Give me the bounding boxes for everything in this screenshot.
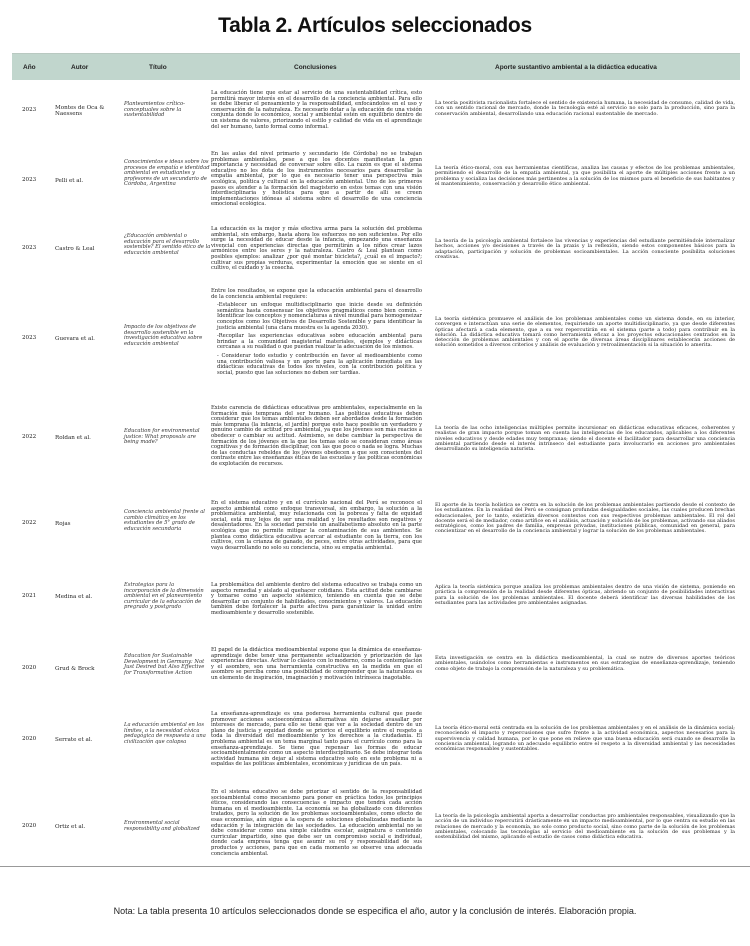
- conclusion-paragraph: La problemática del ambiente dentro del sistema educativo se trabaja como un aspecto remedial y aislado al quehacer cotidiano. Esta actitud debe cambiarse y tomarse como un aspecto sistémico, teniendo en cuenta que se debe desarrollar un conjunto de habilidades, conocimientos y valores. La educación también debe fortalecer la parte afectiva para garantizar la unidad entre medioambiente y desarrollo sostenible.: [211, 582, 422, 616]
- cell-year: 2021: [22, 593, 37, 599]
- cell-year: 2020: [22, 665, 37, 671]
- cell-year: 2020: [22, 736, 37, 742]
- cell-year: 2020: [22, 823, 37, 829]
- cell-title: Planteamientos crítico-conceptuales sobre la sustentabilidad: [124, 101, 185, 119]
- cell-conclusions: [211, 583, 422, 620]
- cell-author: Medina et al.: [55, 594, 93, 600]
- column-header-year: Año: [23, 63, 36, 71]
- conclusion-paragraph: La educación es la mejor y más efectiva arma para la solución del problema ambiental, sin embargo, hasta ahora los esfuerzos no son suficientes. Por ello surge la necesidad de educar desde la infancia, empezando una enseñanza vivencial con experiencias directas que permitirán a los niños crear lazos armónicos entre los seres y la naturaleza. Castro & Leal plantean como posibles ejemplos: analizar ¿por qué montar bicicleta?, ¿cuál es el impacto?; cultivar sus propias verduras, experimentar la emoción que se siente en el cultivo, el cuidado y la cosecha.: [211, 226, 422, 272]
- table-note: Nota: La tabla presenta 10 artículos seleccionados donde se especifica el año, autor y la conclusión de interés. Elaboración propia.: [113, 906, 637, 916]
- conclusion-paragraph: La enseñanza-aprendizaje es una poderosa herramienta cultural que puede promover acciones socioeconómicas alternativas sin dejarse avasallar por intereses de mercado, para ello se tiene que ver a la sociedad dentro de un plano de justicia y equidad donde se priorice el equilibrio entre el respeto a toda la diversidad del medioambiente y los derechos a la ciudadanía. El problema ambiental es un tema marginal tanto para el currículo como para la enseñanza-aprendizaje. Se tiene que repensar las formas de educar socioambientalmente como un aspecto interdisciplinario. Se debe integrar toda actividad humana sin dejar al sistema educativo solo en este problema ni a espaldas de las políticas ambientales, económicas y jurídicas de un país.: [211, 711, 422, 768]
- cell-conclusions: [211, 152, 422, 211]
- cell-conclusions: [211, 501, 422, 554]
- cell-title: Impacto de los objetivos de desarrollo sostenible en la investigación educativa sobre educación ambiental: [124, 324, 203, 347]
- table-row: [12, 91, 740, 136]
- cell-year: 2023: [22, 107, 37, 113]
- cell-author: Grud & Brock: [55, 666, 95, 672]
- cell-title: La educación ambiental en los límites, o la necesidad cívica pedagógica de respuesta a una civilización que colapsa: [124, 722, 206, 745]
- table-header: [12, 53, 740, 80]
- table-row: [12, 227, 740, 282]
- table-row: [12, 152, 740, 222]
- table-row: [12, 501, 740, 566]
- cell-aporte: La teoría de la psicología ambiental fortalece las vivencias y experiencias del estudiante permitiéndole internalizar hechos, acciones y/o decisiones a través de la praxis y la reflexión, siendo estos componentes básicos para la adaptación, participación y solución de problemas socioambientales. La acción consciente posibilita soluciones creativas.: [435, 238, 735, 260]
- table-row: [12, 712, 740, 777]
- cell-aporte: Aplica la teoría sistémica porque analiza los problemas ambientales dentro de una visión de sistema, poniendo en práctica la comprensión de la realidad desde diferentes ópticas, abriendo un conjunto de posibilidades interactivas para la solución de los problemas ambientales. El docente deberá identificar las diversas habilidades de los estudiantes para las actividades pro ambientales asignadas.: [435, 584, 735, 606]
- conclusion-paragraph: - Considerar todo estudio y contribución en favor al medioambiente como una contribución valiosa y un aporte para la aplicación inmediata en las didácticas educativas de todos los niveles, con la contribución política y social, puesto que las soluciones no deben ser tardías.: [217, 352, 422, 376]
- cell-aporte: La teoría ético-moral, con sus herramientas científicas, analiza las causas y efectos de los problemas ambientales, permitiendo el desarrollo de la empatía ambiental, ya que posibilita el aporte de múltiples acciones frente a un problema y socializa las decisiones más pertinentes a la solución de los mismos para el beneficio de sus habitantes y el mantenimiento, conservación y desarrollo ético ambiental.: [435, 165, 735, 187]
- cell-aporte: Esta investigación se centra en la didáctica medioambiental, la cual se nutre de diversos aportes teóricos ambientales, usándolos como herramientas e instrumentos en sus estrategias de enseñanza-aprendizaje, teniendo como objeto de trabajo la comprensión de la naturaleza y su problemática.: [435, 655, 735, 672]
- conclusion-paragraph: En las aulas del nivel primario y secundario (de Córdoba) no se trabajan problemas ambientales, pese a que los docentes manifiestan la gran importancia y necesidad de conversar sobre ello. La razón es que el sistema educativo no les dota de los instrumentos necesarios para desarrollar la empatía ambiental, por lo que es necesario tener una perspectiva más ecológica, política y cultural en la educación ambiental. Uno de los primeros pasos es atender a la formación del magisterio en estos temas con una visión interdisciplinaria y holística para que a partir de allí se creen implementaciones idóneas al sistema sobre el desarrollo de una conciencia emocional ecológica.: [211, 151, 422, 208]
- cell-title: Education for environmental justice: What proposals are being made?: [124, 428, 200, 446]
- conclusion-paragraph: En el sistema educativo y en el currículo nacional del Perú se reconoce el aspecto ambiental como enfoque transversal, sin embargo, la solución a la problemática ambiental, muy relacionada con la pobreza y falta de equidad social, está muy lejos de ser una realidad y los resultados son negativos y desalentadores. En la sociedad persiste un analfabetismo absoluto en la parte ecológica que no permite mitigar la contaminación de sus ambientes. Se plantea como didáctica educativa acercar al estudiante con la tierra, con los cultivos, con la crianza de ganado, de peces, entre otras actividades, para que vaya desarrollando no solo su conciencia, sino su empatía ambiental.: [211, 500, 422, 551]
- conclusion-paragraph: -Recopilar las experiencias educativas sobre educación ambiental para brindar a la comunidad magisterial materiales, ejemplos y didácticas cercanas a su realidad o que puedan realizar la adecuación de los mismos.: [217, 333, 422, 351]
- cell-conclusions: [211, 406, 422, 471]
- cell-conclusions: [211, 227, 422, 275]
- cell-author: Rojas: [55, 521, 71, 527]
- conclusion-paragraph: En el sistema educativo se debe priorizar el sentido de la responsabilidad socioambiental como mecanismo para poner en práctica todos los principios éticos, considerando las consecuencias e impacto que tendrá cada acción humana en el medioambiente. La economía se ha globalizado con diferentes tratados, pero la solución de los problemas socioambientales, como efecto de esas economías, aún sigue a la espera de soluciones globalizadas mediante la educación y la integración de las sociedades. La educación ambiental no se debe considerar como una simple cátedra escolar, asignatura o contenido curricular impartido, sino que debe ser un compromiso social e individual, donde cada empresa tenga que asumir su rol y responsabilidad de sus productos y acciones, para que en cada momento se observe una adecuada conciencia ambiental.: [211, 789, 422, 857]
- table-row: [12, 406, 740, 481]
- conclusion-paragraph: Entre los resultados, se expone que la educación ambiental para el desarrollo de la conciencia ambiental requiere:: [211, 288, 422, 300]
- cell-title: Education for Sustainable Development in Germany: Not Just Desired but Also Effective for Transformative Action: [124, 653, 205, 676]
- column-header-author: Autor: [71, 63, 89, 71]
- cell-title: Conocimientos e ideas sobre los procesos de empatía e identidad ambiental en estudiantes y profesores de un secundario de Córdoba, Argentina: [124, 159, 210, 188]
- cell-title: Environmental social responsibility and globalized: [124, 820, 200, 832]
- cell-year: 2023: [22, 245, 37, 251]
- table-row: [12, 289, 740, 397]
- cell-year: 2023: [22, 177, 37, 183]
- conclusion-paragraph: Existe carencia de didácticas educativas pro ambientales, especialmente en la formación más temprana del ser humano. Las políticas educativas deben considerar que los temas ambientales deben ser abordados desde la formación más temprana (la infancia, el jardín) porque esto hace posible un verdadero y genuino cambio de actitud pro ambiental, ya que los jóvenes son más reacios a obedecer o cambiar su actitud. Asimismo, se debe cambiar la perspectiva de formación de los jóvenes en la que los temas solo se consideran como áreas cognitivas y de formación disciplinar, con las que poco o nada se logra. Muchas de las conductas rebeldes de los jóvenes obedecen a que son conscientes del contraste entre las enseñanzas éticas de las escuelas y las políticas económicas de explotación de recursos.: [211, 405, 422, 467]
- cell-title: Estrategias para la incorporación de la dimensión ambiental en el planeamiento curricular de la educación de pregrado y postgrado: [124, 582, 204, 611]
- conclusion-paragraph: -Establecer un enfoque multidisciplinario que inicie desde su definición semántica hasta consensuar los objetivos pragmáticos como bien común. -Identificar los conceptos y nomenclaturas a nivel mundial para homogeneizar conceptos como los Objetivos de Desarrollo Sostenible y para identificar la justicia ambiental (una clara muestra es la agenda 2030).: [217, 302, 422, 331]
- column-header-conclusions: Conclusiones: [294, 63, 337, 71]
- cell-author: Montes de Oca & Naessens: [55, 105, 105, 117]
- column-header-aporte: Aporte sustantivo ambiental a la didáctica educativa: [495, 63, 657, 71]
- cell-aporte: La teoría de las ocho inteligencias múltiples permite incursionar en didácticas educativas eficaces, coherentes y realistas de gran impacto porque toman en cuenta las inteligencias de los educandos, aplicables a los diferentes niveles educativos y desde edades muy tempranas; siendo el docente el facilitador para desarrollar una conciencia ambiental partiendo desde el interés intrínseco del estudiante para involucrarlo en acciones pro ambientales desarrollando su inteligencia naturista.: [435, 425, 735, 453]
- cell-aporte: La teoría positivista racionalista fortalece el sentido de existencia humana, la necesidad de consumo, calidad de vida, con un sentido racional de mercado, donde la tecnología esté al servicio no solo para la producción, sino para la conservación ambiental, desarrollando una educación racional sustentable de mercado.: [435, 100, 735, 117]
- cell-year: 2022: [22, 434, 37, 440]
- cell-aporte: La teoría ético-moral está centrada en la solución de los problemas ambientales y en el análisis de la dinámica social; reconociendo el impacto y repercusiones que sufre frente a la actividad económica, aspectos necesarios para la supervivencia y calidad humana, por lo que pone en relieve que una buena educación será cuando se desarrolle la conciencia ambiental, logrando un adecuado equilibrio entre el respeto a la diversidad ambiental y las necesidades económicas responsables y sustentables.: [435, 725, 735, 753]
- table-row: [12, 790, 740, 870]
- cell-author: Roldan et al.: [55, 435, 91, 441]
- table-bottom-rule: [0, 866, 750, 867]
- cell-aporte: El aporte de la teoría holística se centra en la solución de los problemas ambientales partiendo desde el contexto de los estudiantes. En la realidad del Perú se consignan profundas desigualdades sociales, las cuales producen brechas educacionales, por lo tanto, existirán diversos contextos con sus respectivos problemas ambientales. El rol del docente será el de mediador, como artífice en el análisis, actuación y solución de los problemas, activando sus aliados estratégicos, como los padres de familia, empresas privadas, instituciones públicas, comunidad en general, para concientizar en el desarrollo de la conciencia ambiental y lograr la solución de los problemas ambientales.: [435, 502, 735, 535]
- table-row: [12, 583, 740, 628]
- conclusion-paragraph: La educación tiene que estar al servicio de una sustentabilidad crítica, esto permitirá mayor interés en el desarrollo de la conciencia ambiental. Para ello se debe liberar el pensamiento y la responsabilidad, enfocándolos en el uso y conservación de la naturaleza. Es necesario dotar a la educación de una visión conjunta donde lo económico, social y ambiental estén en equilibrio dentro de un sistema de valores, priorizando el estilo y calidad de vida en el aprendizaje del ser humano, tanto formal como informal.: [211, 90, 422, 130]
- articles-table: [12, 53, 740, 857]
- table-row: [12, 645, 740, 695]
- cell-title: ¿Educación ambiental o educación para el desarrollo sostenible? El sentido ético de la educación ambiental: [124, 233, 211, 256]
- cell-conclusions: [211, 648, 422, 685]
- column-header-title: Título: [149, 63, 167, 71]
- table-title: Tabla 2. Artículos seleccionados: [218, 14, 532, 37]
- cell-conclusions: [211, 712, 422, 771]
- cell-conclusions: [211, 289, 422, 379]
- cell-aporte: La teoría sistémica promueve el análisis de los problemas ambientales como un sistema donde, en su interior, convergen e interactúan una serie de elementos, requiriendo un aporte multidisciplinario, ya que desde diferentes ópticas afectará a cada elemento, que a su vez repercutirán en el sistema (parte a todo) para contribuir en la solución. La didáctica educativa tomará como herramienta eficaz a los proyectos educacionales centrados en la detección de problemas ambientales y con el aporte de diversas áreas disciplinares establecerán acciones de solución sometidos a diversos criterios y análisis de evaluación y retroalimentación si la situación lo amerita.: [435, 316, 735, 349]
- cell-author: Pelli et al.: [55, 178, 84, 184]
- cell-conclusions: [211, 91, 422, 133]
- cell-author: Castro & Leal: [55, 246, 95, 252]
- cell-author: Ortiz et al.: [55, 824, 86, 830]
- cell-year: 2023: [22, 335, 37, 341]
- cell-author: Serrate et al.: [55, 737, 93, 743]
- conclusion-paragraph: El papel de la didáctica medioambiental supone que la dinámica de enseñanza-aprendizaje debe tener una permanente actualización y priorización de las experiencias directas. Activar lo clásico con lo moderno, como la contemplación y el asombro, son una herramienta constructiva en la medida en que el asombro se perciba como una posibilidad de comprender que la naturaleza es un elemento de inspiración, imaginación y motivación intrínseca inagotable.: [211, 647, 422, 681]
- cell-year: 2022: [22, 520, 37, 526]
- cell-author: Guevara et al.: [55, 336, 95, 342]
- cell-aporte: La teoría de la psicología ambiental aporta a desarrollar conductas pro ambientales responsables, visualizando que la acción de un individuo repercutirá drásticamente en un impacto medioambiental, por lo que centra su estudio en las relaciones de mercado y la economía, no solo como producto social, sino como parte de la solución de los problemas ambientales, colocando las tecnologías al servicio del medioambiente en la solución de sus problemas y la sostenibilidad del mismo, aplicando el estudio de casos como didáctica educativa.: [435, 813, 735, 841]
- cell-conclusions: [211, 790, 422, 860]
- cell-title: Conciencia ambiental frente al cambio climático en los estudiantes de 5° grado de educación secundaria: [124, 509, 205, 532]
